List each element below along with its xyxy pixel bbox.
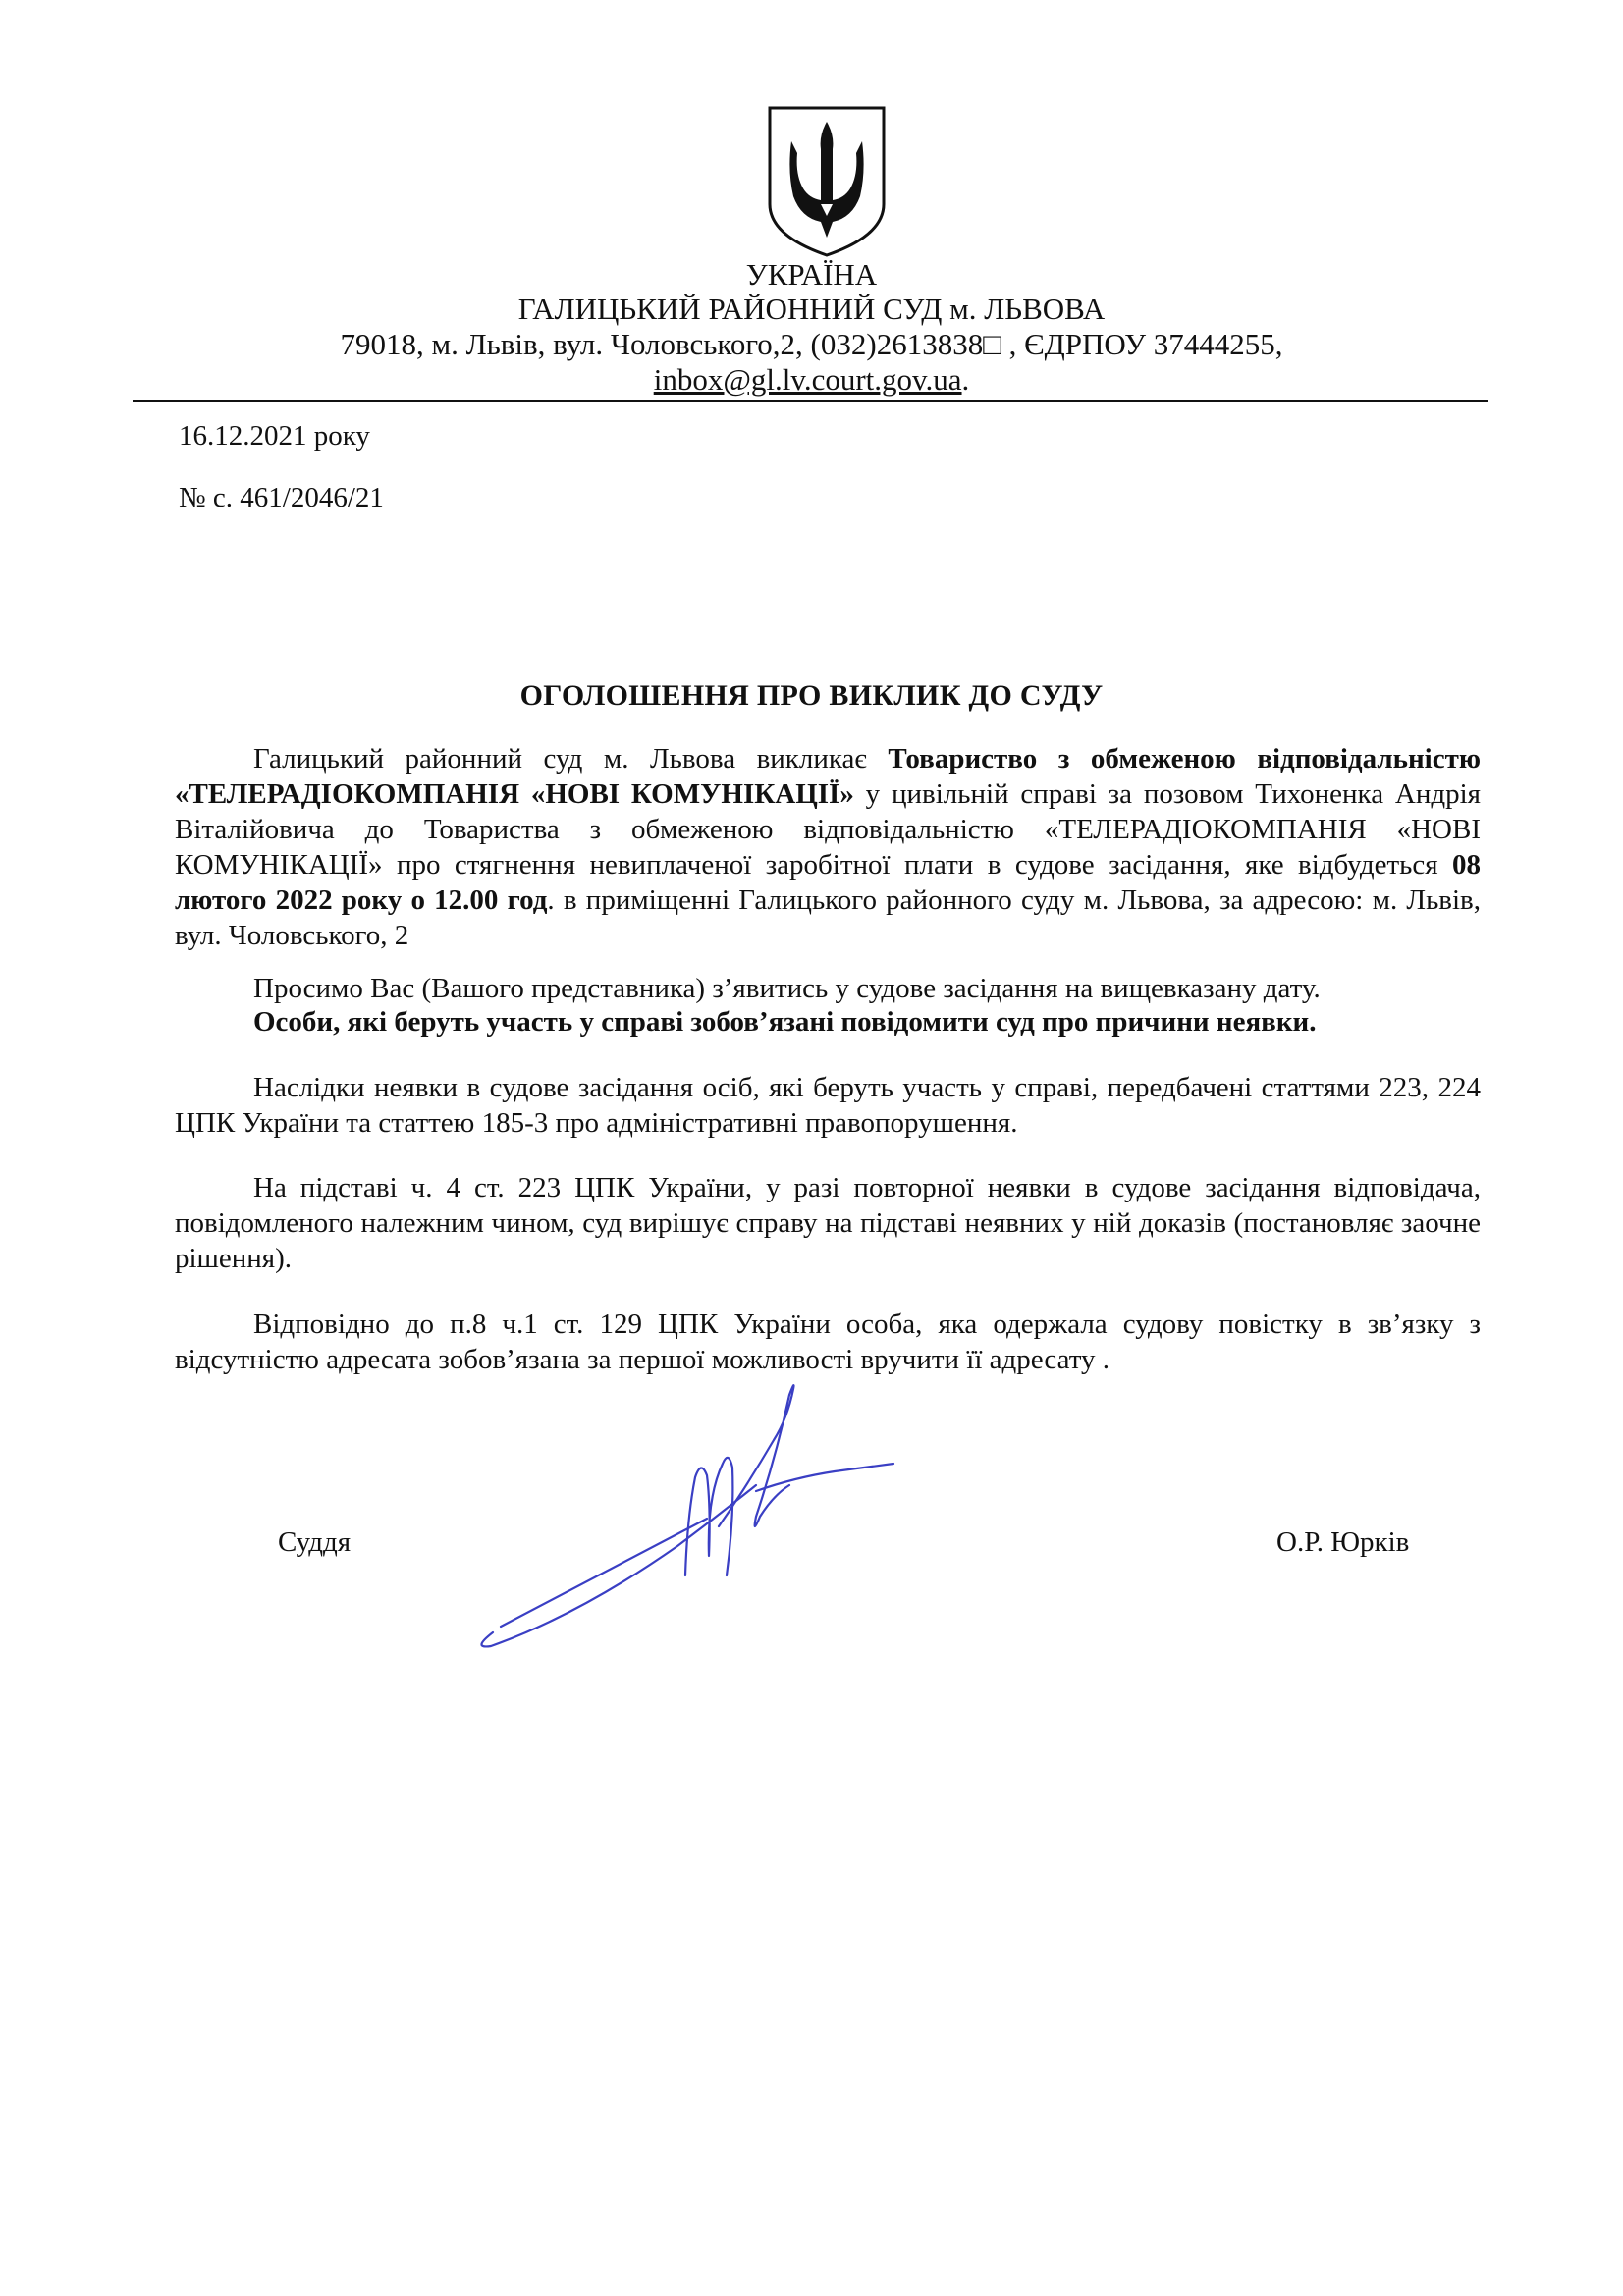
defendant-name: Товариство з обмеженою відповідальністю «ТЕЛЕРАДІОКОМПАНІЯ «НОВІ КОМУНІКАЦІЇ» bbox=[175, 743, 1482, 810]
document-date: 16.12.2021 року bbox=[179, 420, 370, 452]
summons-text-1: Галицький районний суд м. Львова викликає bbox=[253, 743, 889, 774]
delivery-obligation-paragraph: Відповідно до п.8 ч.1 ст. 129 ЦПК України особа, яка одержала судову повістку в зв’язку з відсутністю адресата зобов’язана за першої можливості вручити її адресату . bbox=[175, 1308, 1481, 1375]
summons-text-3: . в приміщенні Галицького районного суду м. Львова, за адресою: м. Львів, вул. Чоловського, 2 bbox=[175, 884, 1481, 951]
header-divider bbox=[133, 400, 1488, 402]
judge-name: О.Р. Юрків bbox=[1276, 1526, 1410, 1558]
country-heading: УКРАЇНА bbox=[745, 257, 878, 292]
appearance-request-paragraph: Просимо Вас (Вашого представника) з’явитись у судове засідання на вищевказану дату. bbox=[253, 973, 1321, 1004]
hearing-datetime: 08 лютого 2022 року о 12.00 год bbox=[175, 849, 1481, 916]
judge-role-label: Суддя bbox=[278, 1526, 352, 1558]
case-number: № с. 461/2046/21 bbox=[179, 482, 384, 513]
email-suffix: . bbox=[961, 362, 970, 397]
consequences-paragraph: Наслідки неявки в судове засідання осіб, які беруть участь у справі, передбачені статтями 223, 224 ЦПК України та статтею 185-3 про адміністративні правопорушення. bbox=[175, 1072, 1481, 1139]
coat-of-arms-trident-icon bbox=[764, 102, 890, 259]
document-title: ОГОЛОШЕННЯ ПРО ВИКЛИК ДО СУДУ bbox=[519, 679, 1104, 712]
summons-paragraph bbox=[175, 741, 1481, 953]
summons-text-2: у цивільній справі за позовом Тихоненка Андрія Віталійовича до Товариства з обмеженою відповідальністю «ТЕЛЕРАДІОКОМПАНІЯ «НОВІ КОМУНІКАЦІЇ» про стягнення невиплаченої заробітної плати в судове засідання, яке відбудеться bbox=[175, 778, 1481, 881]
default-judgment-paragraph: На підставі ч. 4 ст. 223 ЦПК України, у разі повторної неявки в судове засідання відповідача, повідомленого належним чином, суд вирішує справу на підставі неявних у ній доказів (постановляє заочне рішення). bbox=[175, 1172, 1481, 1274]
court-address: 79018, м. Львів, вул. Чоловського,2, (032)2613838□ , ЄДРПОУ 37444255, bbox=[340, 327, 1283, 361]
handwritten-signature bbox=[461, 1369, 933, 1664]
court-name: ГАЛИЦЬКИЙ РАЙОННИЙ СУД м. ЛЬВОВА bbox=[517, 292, 1106, 326]
court-email-link[interactable]: inbox@gl.lv.court.gov.ua bbox=[653, 362, 962, 397]
absence-notice-paragraph: Особи, які беруть участь у справі зобов’язані повідомити суд про причини неявки. bbox=[253, 1006, 1317, 1038]
email-line bbox=[0, 362, 1623, 398]
